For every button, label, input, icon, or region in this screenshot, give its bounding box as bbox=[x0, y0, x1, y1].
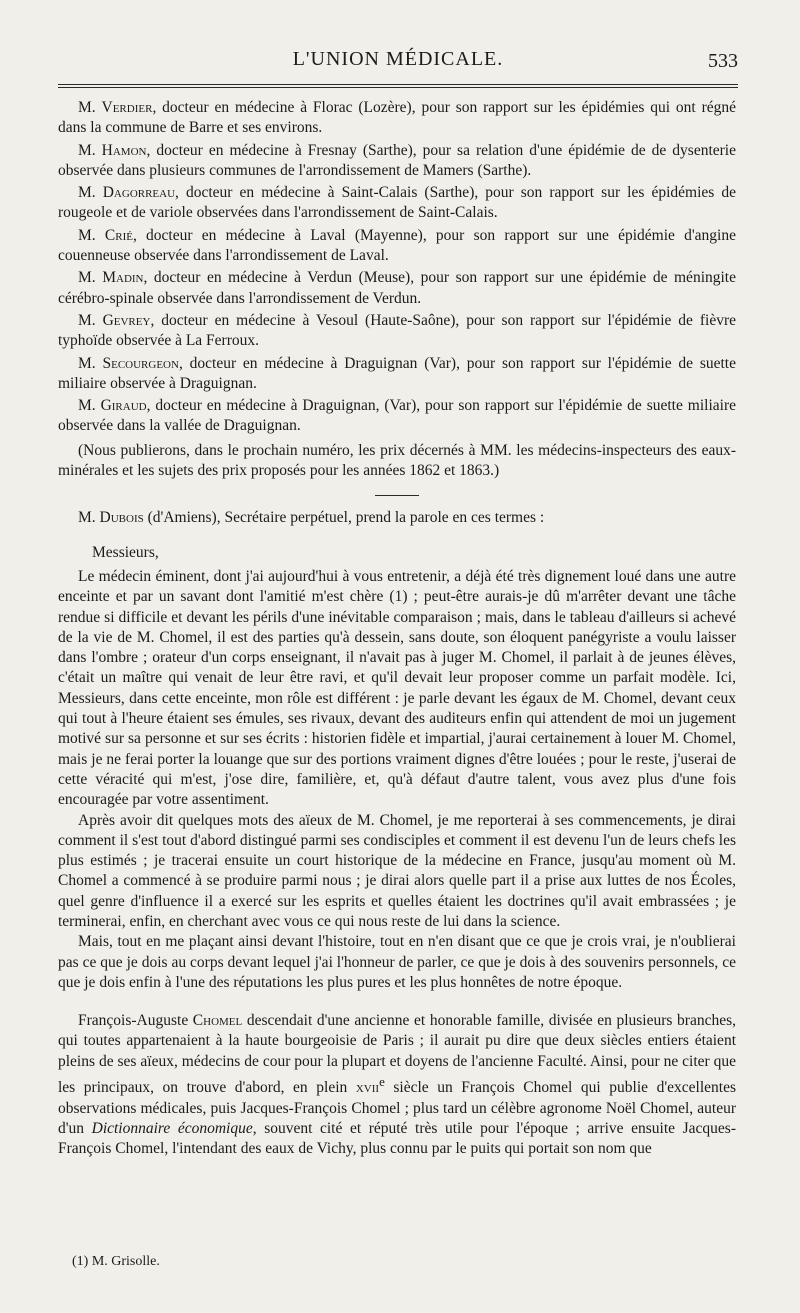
award-prefix: M. bbox=[78, 226, 105, 244]
paragraph-3: Mais, tout en me plaçant ainsi devant l'histoire, tout en n'en disant que ce que je crois vrai, je n'oublierai pas ce que je dois au corps devant lequel j'ai l'honneur de parler, ce que je dois à des souvenirs personnels, ce que je dois enfin à l'une des réputations les plus pures et les plus honnêtes de notre époque. bbox=[58, 933, 736, 991]
chomel-start: François-Auguste bbox=[78, 1012, 193, 1030]
page-header bbox=[58, 48, 738, 84]
award-paragraph bbox=[58, 98, 736, 139]
century: xvii bbox=[355, 1079, 380, 1097]
speaker-name: Dubois bbox=[99, 509, 144, 527]
award-name: Giraud bbox=[100, 397, 147, 415]
award-text: , docteur en médecine à Saint-Calais (Sarthe), pour son rapport sur les épidémies de rougeole et de variole observées dans l'arrondissement de Saint-Calais. bbox=[58, 184, 736, 222]
award-name: Gevrey bbox=[102, 311, 151, 329]
chomel-middle2: siècle un François Chomel qui publie d'excellentes observations médicales, puis Jacques-François Chomel ; plus tard un célèbre agronome Noël Chomel, auteur d'un bbox=[58, 1079, 737, 1137]
chomel-end: , souvent cité et réputé très utile pour l'époque ; arrive ensuite Jacques-François Chomel, l'intendant des eaux de Vichy, plus connu par le puits qui portait son nom que bbox=[58, 1119, 736, 1158]
award-paragraph bbox=[58, 183, 736, 224]
award-list bbox=[58, 98, 736, 437]
award-text: , docteur en médecine à Draguignan, (Var), pour son rapport sur l'épidémie de suette miliaire observée dans la vallée de Draguignan. bbox=[58, 397, 736, 435]
running-title: L'UNION MÉDICALE. bbox=[292, 48, 504, 70]
header-rule bbox=[58, 84, 738, 88]
award-prefix: M. bbox=[78, 269, 103, 287]
award-paragraph bbox=[58, 354, 736, 395]
award-name: Hamon bbox=[101, 141, 147, 159]
award-name: Dagorreau bbox=[102, 184, 176, 202]
award-paragraph bbox=[58, 226, 736, 267]
paragraph-2: Après avoir dit quelques mots des aïeux de M. Chomel, je me reporterai à ses commencements, je dirai comment il s'est tout d'abord distingué parmi ses condisciples et comment il est devenu l'un de leurs chefs les plus estimés ; je tracerai ensuite un court historique de la médecine en France, jusqu'au moment où M. Chomel a commencé à se produire parmi nous ; je dirai alors quelle part il a prise aux luttes de nos Écoles, quel genre d'influence il a exercé sur les esprits et quelles étaient les doctrines qu'il avait embrassées ; je terminerai, enfin, en cherchant avec vous ce qui nous reste de lui dans la science. bbox=[58, 811, 736, 930]
award-text: , docteur en médecine à Florac (Lozère), pour son rapport sur les épidémies qui ont régné dans la commune de Barre et ses environs. bbox=[58, 99, 736, 137]
page-number: 533 bbox=[708, 50, 738, 72]
award-prefix: M. bbox=[78, 354, 103, 372]
award-paragraph bbox=[58, 396, 736, 437]
award-prefix: M. bbox=[78, 184, 103, 202]
paragraph-1: Le médecin éminent, dont j'ai aujourd'hui à vous entretenir, a déjà été très dignement loué dans une autre enceinte et par un savant dont l'amitié m'est chère (1) ; peut-être aurais-je dû m'arrêter devant une tâche rendue si difficile et devant les périls d'une inévitable comparaison ; mais, dans le tableau d'ailleurs si achevé de la vie de M. Chomel, il est des parties qu'à dessein, sans doute, son éloquent panégyriste a voulu laisser dans l'ombre ; orateur d'un corps enseignant, il n'avait pas à juger M. Chomel, il parlait à de jeunes élèves, c'était un maître qui venait de leur être ravi, et qu'il devait leur proposer comme un parfait modèle. Ici, Messieurs, dans cette enceinte, mon rôle est différent : je parle devant les égaux de M. Chomel, devant ceux qui tout à l'heure étaient ses émules, ses rivaux, devant des auditeurs enfin qui attendent de moi un jugement motivé sur sa personne et sur ses écrits : historien fidèle et impartial, j'aurai certainement à louer M. Chomel, mais je ne ferai porter la louange que sur des portions vraiment dignes d'être louées ; pour le reste, j'userai de cette véracité qui m'est, j'ose dire, familière, et, qu'à défaut d'autre talent, vous avez plus d'une fois encouragée par votre assentiment. bbox=[58, 567, 736, 809]
salutation: Messieurs, bbox=[92, 543, 159, 561]
section-separator bbox=[375, 495, 419, 496]
award-name: Madin bbox=[102, 269, 144, 287]
century-sup: e bbox=[379, 1074, 385, 1090]
paragraph-gap bbox=[58, 993, 736, 1011]
speaker-text: (d'Amiens), Secrétaire perpétuel, prend la parole en ces termes : bbox=[143, 509, 545, 527]
award-prefix: M. bbox=[78, 311, 103, 329]
footnote: (1) M. Grisolle. bbox=[72, 1254, 160, 1269]
speaker-prefix: M. bbox=[78, 509, 100, 527]
note-paragraph: (Nous publierons, dans le prochain numéro, les prix décernés à MM. les médecins-inspecteurs des eaux-minérales et les sujets des prix proposés pour les années 1862 et 1863.) bbox=[58, 441, 736, 480]
award-name: Crié bbox=[104, 226, 133, 244]
award-name: Secourgeon bbox=[102, 354, 179, 372]
award-prefix: M. bbox=[78, 99, 102, 116]
chomel-middle: descendait d'une ancienne et honorable famille, divisée en plusieurs branches, qui toutes appartenaient à la haute bourgeoisie de Paris ; il aurait pu dire que deux siècles entiers étaient pleins de ses aïeux, médecins de cour pour la plupart et doyens de l'ancienne Faculté. Ainsi, pour ne citer que les principaux, on trouve d'abord, en plein bbox=[58, 1012, 736, 1097]
award-text: , docteur en médecine à Verdun (Meuse), pour son rapport sur une épidémie de méningite cérébro-spinale observée dans l'arrondissement de Verdun. bbox=[58, 269, 736, 307]
award-paragraph bbox=[58, 141, 736, 182]
award-prefix: M. bbox=[78, 141, 102, 159]
award-text: , docteur en médecine à Vesoul (Haute-Saône), pour son rapport sur l'épidémie de fièvre typhoïde observée à La Ferroux. bbox=[58, 311, 736, 350]
award-paragraph bbox=[58, 268, 736, 309]
paragraph-chomel bbox=[58, 1011, 736, 1159]
award-text: , docteur en médecine à Laval (Mayenne), pour son rapport sur une épidémie d'angine couenneuse observée dans l'arrondissement de Laval. bbox=[58, 226, 736, 265]
page-body bbox=[58, 98, 736, 1159]
speaker-paragraph bbox=[58, 508, 736, 528]
dictionary-title: Dictionnaire économique bbox=[91, 1119, 253, 1137]
award-text: , docteur en médecine à Fresnay (Sarthe), pour sa relation d'une épidémie de de dysenterie observée dans plusieurs communes de l'arrondissement de Mamers (Sarthe). bbox=[58, 141, 736, 179]
award-text: , docteur en médecine à Draguignan (Var), pour son rapport sur l'épidémie de suette miliaire observée à Draguignan. bbox=[58, 354, 736, 392]
award-name: Verdier bbox=[101, 99, 153, 116]
award-prefix: M. bbox=[78, 397, 101, 415]
chomel-name: Chomel bbox=[192, 1012, 243, 1030]
award-paragraph bbox=[58, 311, 736, 352]
